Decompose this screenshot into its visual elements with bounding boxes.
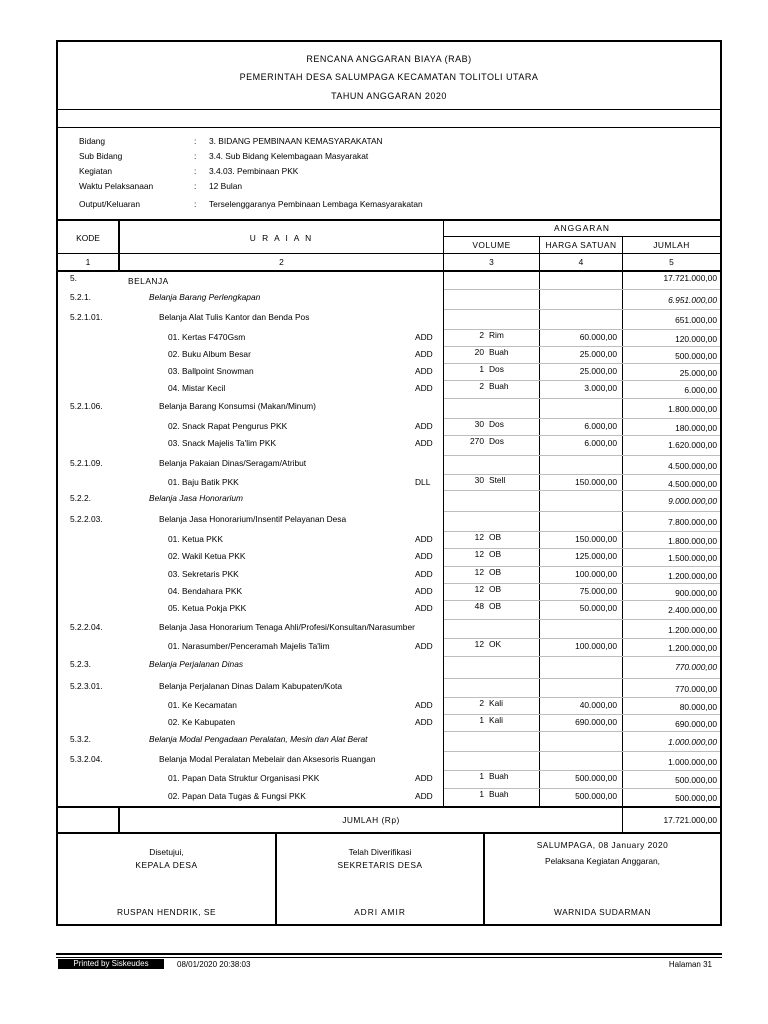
header-rule — [56, 109, 722, 110]
item-source: ADD — [415, 366, 433, 376]
info-separator: : — [194, 181, 197, 191]
item-qty: 30 — [474, 475, 484, 485]
row-code: 5.2.2. — [70, 493, 91, 503]
total-label: JUMLAH (Rp) — [342, 815, 400, 825]
info-separator: : — [194, 199, 197, 209]
item-source: ADD — [415, 569, 433, 579]
sub-amount: 1.000.000,00 — [668, 757, 717, 767]
item-amount: 500.000,00 — [675, 793, 717, 803]
row-separator — [444, 566, 720, 567]
printed-datetime: 08/01/2020 20:38:03 — [177, 960, 251, 969]
sig-left-name: RUSPAN HENDRIK, SE — [116, 907, 217, 917]
item-source: ADD — [415, 791, 433, 801]
sub-description: Belanja Pakaian Dinas/Seragam/Atribut — [159, 458, 307, 468]
item-unit-price: 25.000,00 — [579, 366, 617, 376]
item-source: ADD — [415, 551, 433, 561]
item-source: ADD — [415, 438, 433, 448]
item-unit-price: 690.000,00 — [575, 717, 617, 727]
item-source: DLL — [415, 477, 431, 487]
row-code: 5.2.1.06. — [70, 401, 103, 411]
border-top — [56, 40, 722, 42]
total-value: 17.721.000,00 — [663, 815, 717, 825]
group-amount: 6.951.000,00 — [668, 295, 717, 305]
info-value: 3.4.03. Pembinaan PKK — [209, 166, 299, 176]
group-description: Belanja Modal Pengadaan Peralatan, Mesin dan Alat Berat — [149, 734, 368, 744]
row-code: 5.2.3.01. — [70, 681, 103, 691]
doc-subtitle: PEMERINTAH DESA SALUMPAGA KECAMATAN TOLITOLI UTARA — [239, 72, 539, 82]
info-value: Terselenggaranya Pembinaan Lembaga Kemasyarakatan — [209, 199, 423, 209]
info-label: Kegiatan — [79, 166, 113, 176]
item-unit-price: 60.000,00 — [579, 332, 617, 342]
item-unit: Rim — [489, 330, 504, 340]
row-separator — [444, 435, 720, 436]
row-separator — [444, 531, 720, 532]
row-separator — [444, 600, 720, 601]
sig-mid-top: Telah Diverifikasi — [348, 847, 412, 857]
item-name: 02. Papan Data Tugas & Fungsi PKK — [168, 791, 306, 801]
item-source: ADD — [415, 700, 433, 710]
info-label: Waktu Pelaksanaan — [79, 181, 154, 191]
item-source: ADD — [415, 641, 433, 651]
item-name: 02. Wakil Ketua PKK — [168, 551, 246, 561]
row-code: 5.2.2.04. — [70, 622, 103, 632]
sub-description: Belanja Jasa Honorarium Tenaga Ahli/Profesi/Konsultan/Narasumber — [159, 622, 415, 632]
info-separator: : — [194, 136, 197, 146]
row-separator — [444, 731, 720, 732]
item-unit: Dos — [489, 419, 504, 429]
col-num-1: 1 — [85, 257, 91, 267]
info-separator: : — [194, 151, 197, 161]
row-separator — [444, 788, 720, 789]
row-separator — [444, 714, 720, 715]
item-source: ADD — [415, 383, 433, 393]
sig-left-top: Disetujui, — [149, 847, 184, 857]
row-separator — [444, 770, 720, 771]
col-num-2: 2 — [279, 257, 284, 267]
item-amount: 25.000,00 — [679, 368, 717, 378]
sub-amount: 1.200.000,00 — [668, 625, 717, 635]
item-qty: 12 — [474, 567, 484, 577]
item-unit: Buah — [489, 347, 509, 357]
row-separator — [444, 363, 720, 364]
item-source: ADD — [415, 534, 433, 544]
item-unit-price: 6.000,00 — [584, 421, 617, 431]
item-amount: 4.500.000,00 — [668, 479, 717, 489]
doc-title: RENCANA ANGGARAN BIAYA (RAB) — [306, 54, 472, 64]
item-amount: 2.400.000,00 — [668, 605, 717, 615]
item-amount: 120.000,00 — [675, 334, 717, 344]
row-separator — [444, 656, 720, 657]
item-qty: 30 — [474, 419, 484, 429]
col-anggaran: ANGGARAN — [554, 223, 610, 233]
col-uraian: U R A I A N — [249, 233, 314, 243]
item-name: 01. Ke Kecamatan — [168, 700, 237, 710]
item-qty: 2 — [479, 698, 484, 708]
item-unit: Buah — [489, 789, 509, 799]
info-label: Sub Bidang — [79, 151, 123, 161]
row-code: 5.2.1.01. — [70, 312, 103, 322]
item-qty: 12 — [474, 549, 484, 559]
printed-label: Printed by Siskeudes — [73, 959, 149, 968]
sig-right-name: WARNIDA SUDARMAN — [553, 907, 652, 917]
item-qty: 2 — [479, 381, 484, 391]
item-source: ADD — [415, 421, 433, 431]
item-name: 02. Buku Album Besar — [168, 349, 251, 359]
item-unit: OB — [489, 584, 502, 594]
item-name: 05. Ketua Pokja PKK — [168, 603, 247, 613]
col-jumlah: JUMLAH — [653, 240, 690, 250]
item-amount: 6.000,00 — [684, 385, 717, 395]
item-unit: OB — [489, 601, 502, 611]
item-unit-price: 500.000,00 — [575, 773, 617, 783]
row-code: 5.3.2.04. — [70, 754, 103, 764]
item-name: 04. Bendahara PKK — [168, 586, 243, 596]
item-source: ADD — [415, 586, 433, 596]
item-name: 01. Kertas F470Gsm — [168, 332, 246, 342]
item-unit-price: 3.000,00 — [584, 383, 617, 393]
footer-rule-1 — [56, 953, 722, 955]
row-separator — [444, 751, 720, 752]
sub-amount: 770.000,00 — [675, 684, 717, 694]
sub-description: Belanja Barang Konsumsi (Makan/Minum) — [159, 401, 316, 411]
item-name: 02. Ke Kabupaten — [168, 717, 236, 727]
item-unit-price: 6.000,00 — [584, 438, 617, 448]
info-top-rule — [56, 127, 722, 128]
sub-description: Belanja Alat Tulis Kantor dan Benda Pos — [159, 312, 310, 322]
row-separator — [444, 678, 720, 679]
row-separator — [444, 346, 720, 347]
item-qty: 12 — [474, 639, 484, 649]
info-separator: : — [194, 166, 197, 176]
item-unit-price: 50.000,00 — [579, 603, 617, 613]
row-code: 5. — [70, 273, 77, 283]
col-num-3: 3 — [489, 257, 494, 267]
item-name: 04. Mistar Kecil — [168, 383, 226, 393]
item-unit: Buah — [489, 381, 509, 391]
sig-right-role: Pelaksana Kegiatan Anggaran, — [544, 856, 660, 866]
row-code: 5.2.1. — [70, 292, 91, 302]
row-separator — [444, 455, 720, 456]
item-unit-price: 150.000,00 — [575, 477, 617, 487]
group-description: Belanja Perjalanan Dinas — [149, 659, 244, 669]
group-description: Belanja Jasa Honorarium — [149, 493, 244, 503]
item-unit: Kali — [489, 715, 503, 725]
border-left — [56, 40, 58, 926]
item-unit-price: 75.000,00 — [579, 586, 617, 596]
table-top-rule — [56, 219, 722, 221]
item-amount: 1.200.000,00 — [668, 571, 717, 581]
item-unit-price: 40.000,00 — [579, 700, 617, 710]
sig-right-date: SALUMPAGA, 08 January 2020 — [536, 840, 669, 850]
item-amount: 1.620.000,00 — [668, 440, 717, 450]
row-separator — [444, 329, 720, 330]
anggaran-rule — [444, 236, 722, 237]
info-value: 3. BIDANG PEMBINAAN KEMASYARAKATAN — [209, 136, 383, 146]
item-qty: 1 — [479, 715, 484, 725]
row-code: 5.2.2.03. — [70, 514, 103, 524]
item-unit-price: 25.000,00 — [579, 349, 617, 359]
sub-description: Belanja Perjalanan Dinas Dalam Kabupaten/Kota — [159, 681, 342, 691]
sub-amount: 7.800.000,00 — [668, 517, 717, 527]
col-num-5: 5 — [669, 257, 674, 267]
item-qty: 1 — [479, 771, 484, 781]
group-amount: 1.000.000,00 — [668, 737, 717, 747]
sig-left-role: KEPALA DESA — [135, 860, 198, 870]
signature-top-rule — [56, 832, 722, 834]
row-separator — [444, 638, 720, 639]
item-qty: 20 — [474, 347, 484, 357]
item-amount: 1.500.000,00 — [668, 553, 717, 563]
item-amount: 1.800.000,00 — [668, 536, 717, 546]
border-bottom — [56, 924, 722, 926]
item-unit: OB — [489, 567, 502, 577]
item-amount: 500.000,00 — [675, 775, 717, 785]
item-unit-price: 125.000,00 — [575, 551, 617, 561]
item-amount: 690.000,00 — [675, 719, 717, 729]
item-amount: 500.000,00 — [675, 351, 717, 361]
item-name: 03. Ballpoint Snowman — [168, 366, 254, 376]
item-unit-price: 100.000,00 — [575, 641, 617, 651]
sub-description: Belanja Jasa Honorarium/Insentif Pelayanan Desa — [159, 514, 347, 524]
item-unit: Kali — [489, 698, 503, 708]
row-separator — [444, 548, 720, 549]
row-separator — [444, 583, 720, 584]
row-separator — [444, 289, 720, 290]
row-separator — [444, 398, 720, 399]
sig-mid-role: SEKRETARIS DESA — [337, 860, 423, 870]
row-separator — [444, 619, 720, 620]
row-code: 5.3.2. — [70, 734, 91, 744]
sig-mid-name: ADRI AMIR — [354, 907, 406, 917]
item-unit-price: 500.000,00 — [575, 791, 617, 801]
item-amount: 900.000,00 — [675, 588, 717, 598]
item-source: ADD — [415, 349, 433, 359]
group-amount: 770.000,00 — [675, 662, 717, 672]
row-separator — [444, 511, 720, 512]
item-unit: Dos — [489, 436, 504, 446]
col-volume: VOLUME — [472, 240, 511, 250]
item-qty: 12 — [474, 532, 484, 542]
row-separator — [444, 697, 720, 698]
row-separator — [444, 418, 720, 419]
item-name: 01. Papan Data Struktur Organisasi PKK — [168, 773, 320, 783]
col-harga: HARGA SATUAN — [545, 240, 617, 250]
item-qty: 48 — [474, 601, 484, 611]
item-source: ADD — [415, 773, 433, 783]
item-name: 01. Baju Batik PKK — [168, 477, 239, 487]
sub-description: Belanja Modal Peralatan Mebelair dan Aksesoris Ruangan — [159, 754, 376, 764]
info-label: Bidang — [79, 136, 106, 146]
row-separator — [444, 380, 720, 381]
printed-badge — [58, 959, 164, 969]
item-amount: 180.000,00 — [675, 423, 717, 433]
sub-amount: 4.500.000,00 — [668, 461, 717, 471]
row-separator — [444, 309, 720, 310]
item-qty: 2 — [479, 330, 484, 340]
row-description: BELANJA — [128, 276, 169, 286]
item-name: 01. Narasumber/Penceramah Majelis Ta'lim — [168, 641, 330, 651]
item-qty: 270 — [470, 436, 484, 446]
info-value: 3.4. Sub Bidang Kelembagaan Masyarakat — [209, 151, 369, 161]
item-unit: Stell — [489, 475, 506, 485]
item-unit: Buah — [489, 771, 509, 781]
row-separator — [444, 474, 720, 475]
item-name: 01. Ketua PKK — [168, 534, 223, 544]
row-code: 5.2.3. — [70, 659, 91, 669]
item-name: 03. Sekretaris PKK — [168, 569, 239, 579]
item-unit: OB — [489, 532, 502, 542]
border-right — [720, 40, 722, 926]
item-name: 03. Snack Majelis Ta'lim PKK — [168, 438, 277, 448]
item-qty: 1 — [479, 789, 484, 799]
footer-rule-2 — [56, 957, 722, 958]
col-num-4: 4 — [578, 257, 584, 267]
col-kode: KODE — [76, 233, 100, 243]
info-label: Output/Keluaran — [79, 199, 140, 209]
row-amount: 17.721.000,00 — [663, 273, 717, 283]
item-unit: OB — [489, 549, 502, 559]
sub-amount: 651.000,00 — [675, 315, 717, 325]
item-source: ADD — [415, 332, 433, 342]
item-qty: 12 — [474, 584, 484, 594]
item-source: ADD — [415, 603, 433, 613]
item-name: 02. Snack Rapat Pengurus PKK — [168, 421, 288, 431]
group-amount: 9.000.000,00 — [668, 496, 717, 506]
info-value: 12 Bulan — [209, 181, 243, 191]
page-number: Halaman 31 — [668, 960, 712, 969]
item-amount: 80.000,00 — [679, 702, 717, 712]
group-description: Belanja Barang Perlengkapan — [149, 292, 261, 302]
item-unit: OK — [489, 639, 502, 649]
doc-year: TAHUN ANGGARAN 2020 — [331, 91, 447, 101]
item-unit-price: 100.000,00 — [575, 569, 617, 579]
sub-amount: 1.800.000,00 — [668, 404, 717, 414]
item-unit: Dos — [489, 364, 504, 374]
item-qty: 1 — [479, 364, 484, 374]
item-source: ADD — [415, 717, 433, 727]
item-unit-price: 150.000,00 — [575, 534, 617, 544]
item-amount: 1.200.000,00 — [668, 643, 717, 653]
row-separator — [444, 490, 720, 491]
row-code: 5.2.1.09. — [70, 458, 103, 468]
